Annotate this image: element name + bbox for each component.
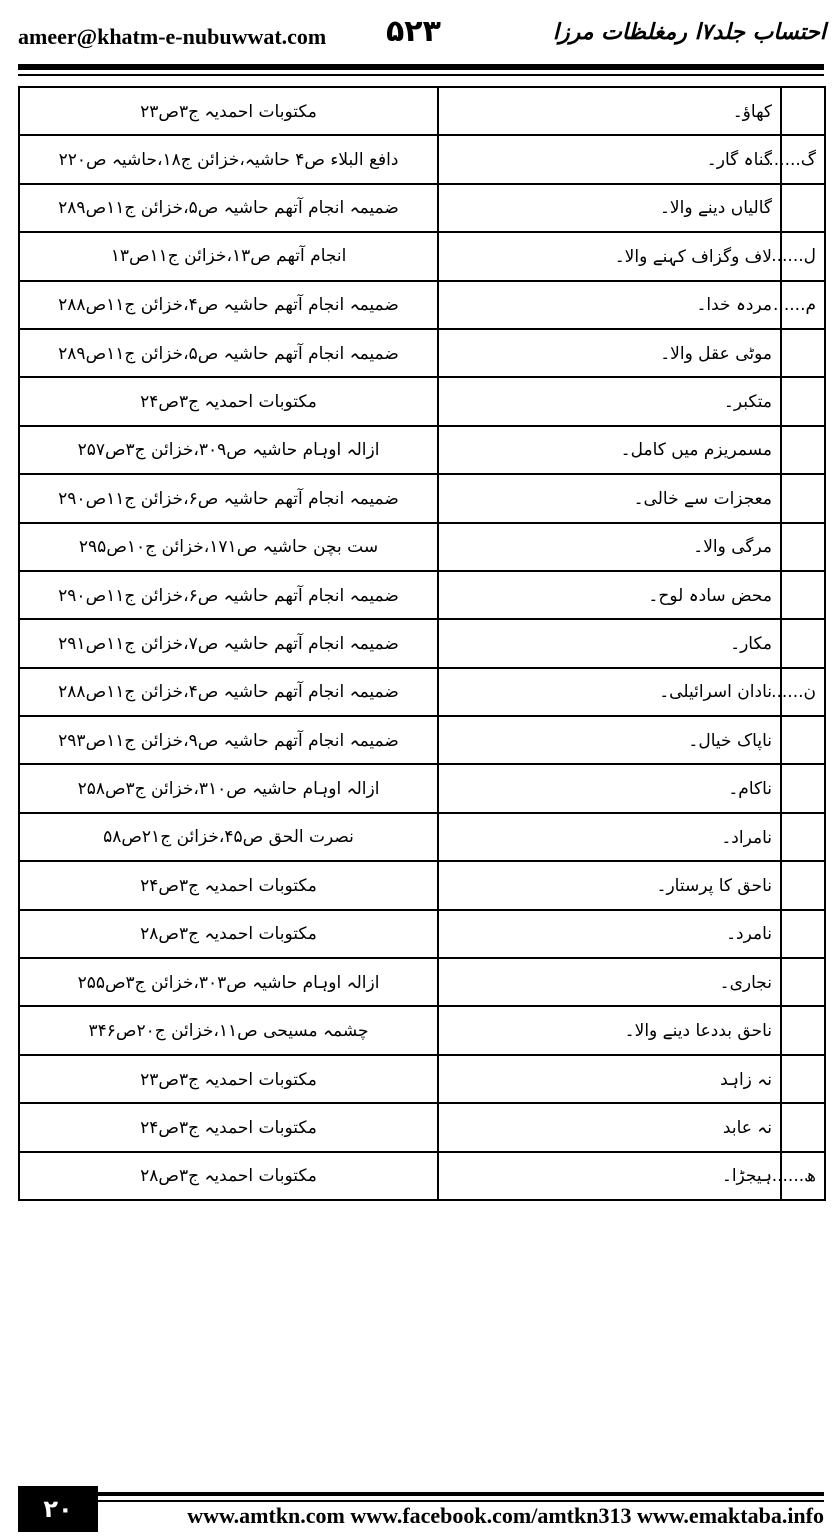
row-reference: ضمیمہ انجام آتھم حاشیہ ص۴،خزائن ج۱۱ص۲۸۸ xyxy=(19,281,438,329)
row-reference: ازالہ اوہام حاشیہ ص۳۰۹،خزائن ج۳ص۲۵۷ xyxy=(19,426,438,474)
table-row xyxy=(19,281,825,329)
table-row xyxy=(19,523,825,571)
abuse-index-table xyxy=(18,86,826,1201)
row-letter xyxy=(781,958,825,1006)
row-word: نہ زاہد xyxy=(438,1055,781,1103)
row-word: ناپاک خیال۔ xyxy=(438,716,781,764)
row-reference: ضمیمہ انجام آتھم حاشیہ ص۵،خزائن ج۱۱ص۲۸۹ xyxy=(19,184,438,232)
row-letter xyxy=(781,1006,825,1054)
row-reference: ضمیمہ انجام آتھم حاشیہ ص۶،خزائن ج۱۱ص۲۹۰ xyxy=(19,474,438,522)
row-reference: مکتوبات احمدیہ ج۳ص۲۳ xyxy=(19,87,438,135)
row-word: ہیجڑا۔ xyxy=(438,1152,781,1200)
table-row xyxy=(19,135,825,183)
table-row xyxy=(19,426,825,474)
row-letter xyxy=(781,813,825,861)
row-reference: ضمیمہ انجام آتھم حاشیہ ص۶،خزائن ج۱۱ص۲۹۰ xyxy=(19,571,438,619)
row-reference: چشمہ مسیحی ص۱۱،خزائن ج۲۰ص۳۴۶ xyxy=(19,1006,438,1054)
row-letter: م...... xyxy=(781,281,825,329)
row-reference: مکتوبات احمدیہ ج۳ص۲۸ xyxy=(19,910,438,958)
row-word: موٹی عقل والا۔ xyxy=(438,329,781,377)
header-book-title: احتساب جلد۷ا رمغلظات مرزا xyxy=(552,20,826,45)
table-row xyxy=(19,764,825,812)
row-reference: مکتوبات احمدیہ ج۳ص۲۴ xyxy=(19,861,438,909)
footer-links: www.amtkn.com www.facebook.com/amtkn313 www.emaktaba.info xyxy=(187,1503,824,1528)
row-reference: مکتوبات احمدیہ ج۳ص۲۸ xyxy=(19,1152,438,1200)
table-row xyxy=(19,619,825,667)
footer-rule-thick xyxy=(98,1492,824,1496)
table-row xyxy=(19,716,825,764)
header-rule-thick xyxy=(18,64,824,70)
row-letter xyxy=(781,619,825,667)
row-word: نامراد۔ xyxy=(438,813,781,861)
row-letter xyxy=(781,329,825,377)
row-letter: گ...... xyxy=(781,135,825,183)
row-word: نجاری۔ xyxy=(438,958,781,1006)
row-letter xyxy=(781,184,825,232)
table-row xyxy=(19,813,825,861)
row-letter xyxy=(781,571,825,619)
table-row xyxy=(19,87,825,135)
table-row xyxy=(19,1152,825,1200)
header-email: ameer@khatm-e-nubuwwat.com xyxy=(18,24,327,49)
row-letter xyxy=(781,1103,825,1151)
row-letter xyxy=(781,87,825,135)
header-rule-thin xyxy=(18,74,824,76)
row-word: ناحق بددعا دینے والا۔ xyxy=(438,1006,781,1054)
footer-rule-thin xyxy=(98,1500,824,1502)
row-word: ناکام۔ xyxy=(438,764,781,812)
table-row xyxy=(19,474,825,522)
table-body xyxy=(19,87,825,1200)
table-row xyxy=(19,184,825,232)
row-letter: ن...... xyxy=(781,668,825,716)
row-word: نادان اسرائیلی۔ xyxy=(438,668,781,716)
row-word: گالیاں دینے والا۔ xyxy=(438,184,781,232)
table-row xyxy=(19,910,825,958)
row-word: مسمریزم میں کامل۔ xyxy=(438,426,781,474)
row-reference: ازالہ اوہام حاشیہ ص۳۰۳،خزائن ج۳ص۲۵۵ xyxy=(19,958,438,1006)
row-word: مردہ خدا۔ xyxy=(438,281,781,329)
row-letter: ل...... xyxy=(781,232,825,280)
row-letter xyxy=(781,716,825,764)
row-reference: انجام آتھم ص۱۳،خزائن ج۱۱ص۱۳ xyxy=(19,232,438,280)
row-letter xyxy=(781,861,825,909)
row-letter xyxy=(781,764,825,812)
row-word: مرگی والا۔ xyxy=(438,523,781,571)
table-row xyxy=(19,1103,825,1151)
row-reference: ضمیمہ انجام آتھم حاشیہ ص۷،خزائن ج۱۱ص۲۹۱ xyxy=(19,619,438,667)
row-word: متکبر۔ xyxy=(438,377,781,425)
page-header xyxy=(18,14,826,58)
row-letter: ھ...... xyxy=(781,1152,825,1200)
row-word: ناحق کا پرستار۔ xyxy=(438,861,781,909)
row-reference: مکتوبات احمدیہ ج۳ص۲۴ xyxy=(19,377,438,425)
row-letter xyxy=(781,426,825,474)
table-row xyxy=(19,329,825,377)
row-word: نامرد۔ xyxy=(438,910,781,958)
table-row xyxy=(19,377,825,425)
row-letter xyxy=(781,523,825,571)
row-reference: ضمیمہ انجام آتھم حاشیہ ص۹،خزائن ج۱۱ص۲۹۳ xyxy=(19,716,438,764)
row-reference: دافع البلاء ص۴ حاشیہ،خزائن ج۱۸،حاشیہ ص۲۲۰ xyxy=(19,135,438,183)
row-reference: ازالہ اوہام حاشیہ ص۳۱۰،خزائن ج۳ص۲۵۸ xyxy=(19,764,438,812)
table-row xyxy=(19,861,825,909)
table-row xyxy=(19,1055,825,1103)
row-word: نہ عابد xyxy=(438,1103,781,1151)
footer-page-number: ۲۰ xyxy=(18,1486,98,1532)
row-letter xyxy=(781,1055,825,1103)
row-word: مکار۔ xyxy=(438,619,781,667)
table-row xyxy=(19,958,825,1006)
row-word: معجزات سے خالی۔ xyxy=(438,474,781,522)
row-reference: ست بچن حاشیہ ص۱۷۱،خزائن ج۱۰ص۲۹۵ xyxy=(19,523,438,571)
header-page-number: ۵۲۳ xyxy=(386,14,441,49)
table-row xyxy=(19,1006,825,1054)
row-word: لاف وگزاف کہنے والا۔ xyxy=(438,232,781,280)
row-letter xyxy=(781,910,825,958)
table-row xyxy=(19,571,825,619)
row-word: کھاؤ۔ xyxy=(438,87,781,135)
row-word: محض سادہ لوح۔ xyxy=(438,571,781,619)
row-letter xyxy=(781,474,825,522)
row-reference: ضمیمہ انجام آتھم حاشیہ ص۵،خزائن ج۱۱ص۲۸۹ xyxy=(19,329,438,377)
table-row xyxy=(19,668,825,716)
row-word: گناہ گار۔ xyxy=(438,135,781,183)
row-letter xyxy=(781,377,825,425)
row-reference: مکتوبات احمدیہ ج۳ص۲۳ xyxy=(19,1055,438,1103)
row-reference: ضمیمہ انجام آتھم حاشیہ ص۴،خزائن ج۱۱ص۲۸۸ xyxy=(19,668,438,716)
table-row xyxy=(19,232,825,280)
row-reference: مکتوبات احمدیہ ج۳ص۲۴ xyxy=(19,1103,438,1151)
row-reference: نصرت الحق ص۴۵،خزائن ج۲۱ص۵۸ xyxy=(19,813,438,861)
